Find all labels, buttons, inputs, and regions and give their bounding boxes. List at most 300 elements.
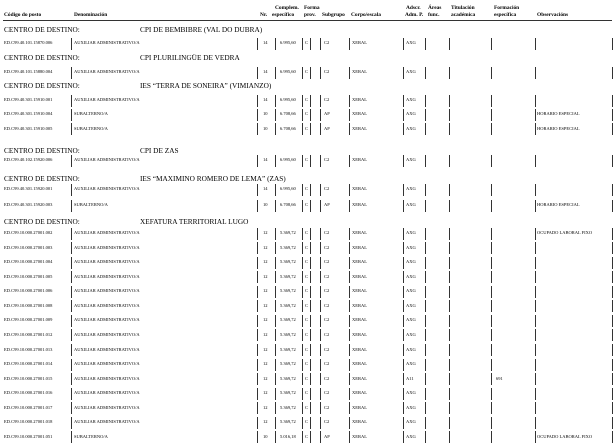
cell-border bbox=[257, 95, 258, 107]
cell-border bbox=[71, 184, 72, 196]
cell-border bbox=[275, 315, 276, 327]
cell-border bbox=[320, 315, 321, 327]
cell-border bbox=[310, 329, 311, 341]
cell-border bbox=[71, 38, 72, 50]
cell-border bbox=[71, 329, 72, 341]
cell-border bbox=[491, 300, 492, 312]
cell-border bbox=[257, 184, 258, 196]
cell-adscr: AXG bbox=[406, 111, 416, 117]
cell-code: ED.C99.40.301.15910.001 bbox=[4, 97, 53, 102]
cell-border bbox=[491, 228, 492, 240]
cell-denominacion: AUXILIAR ADMINISTRATIVO/A bbox=[74, 419, 140, 425]
cell-corpo: XERAL bbox=[352, 288, 367, 294]
cell-border bbox=[320, 242, 321, 254]
cell-border bbox=[275, 417, 276, 429]
cell-adscr: AXG bbox=[406, 186, 416, 191]
cell-border bbox=[491, 388, 492, 400]
cell-border bbox=[302, 344, 303, 356]
cell-border bbox=[535, 286, 536, 298]
cell-corpo: XERAL bbox=[352, 390, 367, 396]
cell-border bbox=[310, 184, 311, 196]
cell-border bbox=[535, 344, 536, 356]
cell-border bbox=[612, 329, 613, 341]
cell-denominacion: AUXILIAR ADMINISTRATIVO/A bbox=[74, 404, 140, 410]
cell-border bbox=[535, 67, 536, 79]
cell-corpo: XERAL bbox=[352, 40, 367, 45]
cell-border bbox=[257, 109, 258, 121]
cell-forma: C bbox=[305, 111, 309, 117]
cell-corpo: XERAL bbox=[352, 157, 367, 162]
cell-border bbox=[302, 373, 303, 385]
cell-border bbox=[320, 271, 321, 283]
cell-border bbox=[449, 242, 450, 254]
cell-subgrupo: C2 bbox=[324, 259, 330, 265]
header-titulacion-bottom: académica bbox=[451, 12, 476, 18]
cell-corpo: XERAL bbox=[352, 346, 367, 352]
cell-border bbox=[612, 257, 613, 269]
cell-border bbox=[612, 373, 613, 385]
cell-border bbox=[320, 109, 321, 121]
cell-border bbox=[612, 38, 613, 50]
cell-border bbox=[275, 402, 276, 414]
cell-border bbox=[257, 315, 258, 327]
cell-border bbox=[310, 300, 311, 312]
cell-border bbox=[535, 402, 536, 414]
cell-corpo: XERAL bbox=[352, 317, 367, 323]
cell-border bbox=[535, 315, 536, 327]
cell-border bbox=[349, 155, 350, 167]
cell-border bbox=[425, 95, 426, 107]
header-areas-bottom: func. bbox=[428, 12, 440, 18]
cell-border bbox=[349, 67, 350, 79]
cell-forma: C bbox=[305, 404, 309, 410]
cell-subgrupo: C2 bbox=[324, 69, 330, 74]
cell-denominacion: AUXILIAR ADMINISTRATIVO/A bbox=[74, 40, 140, 45]
cell-denominacion: AUXILIAR ADMINISTRATIVO/A bbox=[74, 346, 140, 352]
cell-border bbox=[403, 344, 404, 356]
cell-border bbox=[320, 286, 321, 298]
cell-border bbox=[491, 359, 492, 371]
cell-border bbox=[257, 388, 258, 400]
cell-border bbox=[320, 373, 321, 385]
cell-border bbox=[403, 242, 404, 254]
cell-border bbox=[535, 373, 536, 385]
cell-border bbox=[535, 388, 536, 400]
cell-border bbox=[449, 123, 450, 135]
cell-subgrupo: C2 bbox=[324, 230, 330, 235]
cell-border bbox=[320, 228, 321, 240]
cell-border bbox=[449, 95, 450, 107]
cell-border bbox=[71, 67, 72, 79]
cell-subgrupo: AP bbox=[324, 202, 330, 207]
cell-border bbox=[449, 38, 450, 50]
cell-border bbox=[425, 123, 426, 135]
cell-border bbox=[403, 257, 404, 269]
cell-border bbox=[449, 417, 450, 429]
cell-complemento: 5.369,72 bbox=[280, 302, 296, 308]
cell-border bbox=[612, 417, 613, 429]
cell-denominacion: AUXILIAR ADMINISTRATIVO/A bbox=[74, 361, 140, 367]
cell-border bbox=[349, 109, 350, 121]
cell-border bbox=[349, 373, 350, 385]
cell-nivel: 12 bbox=[263, 244, 268, 250]
cell-forma: C bbox=[305, 346, 309, 352]
cell-code: ED.C99.40.102.15920.006 bbox=[4, 157, 53, 162]
cell-code: ED.C99.40.101.15880.004 bbox=[4, 69, 53, 74]
cell-subgrupo: C2 bbox=[324, 97, 330, 102]
cell-border bbox=[403, 155, 404, 167]
cell-border bbox=[535, 257, 536, 269]
cell-nivel: 12 bbox=[263, 419, 268, 425]
cell-border bbox=[302, 95, 303, 107]
cell-border bbox=[403, 109, 404, 121]
cell-complemento: 5.016,18 bbox=[280, 433, 296, 439]
cell-observacions: OCUPADO LABORAL FIXO bbox=[537, 230, 593, 235]
cell-border bbox=[403, 286, 404, 298]
cell-code: ED.C99.40.301.15920.003 bbox=[4, 202, 53, 207]
cell-subgrupo: C2 bbox=[324, 404, 330, 410]
cell-adscr: AXG bbox=[406, 157, 416, 162]
cell-border bbox=[71, 402, 72, 414]
cell-adscr: AXG bbox=[406, 419, 416, 425]
cell-border bbox=[491, 242, 492, 254]
cell-border bbox=[257, 286, 258, 298]
cell-subgrupo: AP bbox=[324, 125, 330, 131]
cell-border bbox=[403, 359, 404, 371]
cell-border bbox=[71, 109, 72, 121]
cell-forma: C bbox=[305, 202, 309, 207]
cell-corpo: XERAL bbox=[352, 419, 367, 425]
cell-border bbox=[449, 184, 450, 196]
cell-border bbox=[320, 67, 321, 79]
cell-border bbox=[275, 67, 276, 79]
cell-border bbox=[320, 257, 321, 269]
cell-complemento: 6.708,66 bbox=[280, 111, 296, 117]
cell-border bbox=[310, 344, 311, 356]
cell-border bbox=[320, 300, 321, 312]
cell-border bbox=[71, 388, 72, 400]
cell-adscr: AXG bbox=[406, 97, 416, 102]
cell-border bbox=[257, 228, 258, 240]
cell-border bbox=[275, 155, 276, 167]
cell-border bbox=[275, 109, 276, 121]
cell-border bbox=[320, 123, 321, 135]
cell-corpo: XERAL bbox=[352, 244, 367, 250]
cell-forma: C bbox=[305, 361, 309, 367]
cell-border bbox=[491, 417, 492, 429]
cell-border bbox=[612, 242, 613, 254]
cell-border bbox=[425, 329, 426, 341]
cell-border bbox=[275, 431, 276, 443]
cell-denominacion: AUXILIAR ADMINISTRATIVO/A bbox=[74, 302, 140, 308]
cell-adscr: AXG bbox=[406, 302, 416, 308]
cell-border bbox=[71, 155, 72, 167]
cell-denominacion: AUXILIAR ADMINISTRATIVO/A bbox=[74, 230, 140, 235]
cell-complemento: 5.369,72 bbox=[280, 288, 296, 294]
header-complemento-bottom: específico bbox=[272, 12, 295, 18]
cell-complemento: 5.369,72 bbox=[280, 375, 296, 381]
cell-border bbox=[257, 417, 258, 429]
cell-border bbox=[535, 38, 536, 50]
cell-border bbox=[612, 359, 613, 371]
header-areas-top: Áreas bbox=[428, 5, 442, 11]
cell-border bbox=[425, 228, 426, 240]
cell-border bbox=[320, 359, 321, 371]
cell-corpo: XERAL bbox=[352, 186, 367, 191]
cell-adscr: AXG bbox=[406, 361, 416, 367]
cell-denominacion: SUBALTERNO/A bbox=[74, 433, 108, 439]
cell-border bbox=[302, 123, 303, 135]
cell-corpo: XERAL bbox=[352, 302, 367, 308]
centro-label: CENTRO DE DESTINO: bbox=[4, 174, 80, 183]
cell-border bbox=[71, 417, 72, 429]
cell-border bbox=[320, 402, 321, 414]
cell-corpo: XERAL bbox=[352, 97, 367, 102]
cell-border bbox=[491, 200, 492, 212]
cell-border bbox=[491, 286, 492, 298]
cell-border bbox=[320, 155, 321, 167]
cell-complemento: 6.995,60 bbox=[280, 40, 296, 45]
cell-border bbox=[302, 417, 303, 429]
cell-border bbox=[491, 344, 492, 356]
cell-code: ED.C99.10.000.27001.012 bbox=[4, 331, 53, 337]
cell-border bbox=[302, 402, 303, 414]
cell-border bbox=[449, 315, 450, 327]
cell-border bbox=[320, 417, 321, 429]
cell-border bbox=[71, 95, 72, 107]
cell-border bbox=[349, 184, 350, 196]
cell-border bbox=[275, 329, 276, 341]
cell-forma: C bbox=[305, 186, 309, 191]
cell-forma: C bbox=[305, 390, 309, 396]
cell-complemento: 5.369,72 bbox=[280, 419, 296, 425]
cell-border bbox=[449, 109, 450, 121]
cell-code: ED.C99.10.000.27001.051 bbox=[4, 433, 53, 439]
cell-border bbox=[71, 300, 72, 312]
cell-border bbox=[349, 200, 350, 212]
cell-border bbox=[449, 388, 450, 400]
cell-border bbox=[491, 329, 492, 341]
cell-nivel: 12 bbox=[263, 331, 268, 337]
cell-border bbox=[535, 109, 536, 121]
cell-border bbox=[612, 228, 613, 240]
cell-border bbox=[302, 242, 303, 254]
cell-border bbox=[449, 228, 450, 240]
cell-border bbox=[275, 38, 276, 50]
cell-nivel: 12 bbox=[263, 361, 268, 367]
cell-border bbox=[310, 155, 311, 167]
cell-border bbox=[612, 109, 613, 121]
cell-corpo: XERAL bbox=[352, 273, 367, 279]
cell-border bbox=[491, 95, 492, 107]
cell-nivel: 14 bbox=[263, 69, 268, 74]
cell-border bbox=[403, 184, 404, 196]
cell-border bbox=[257, 329, 258, 341]
cell-border bbox=[275, 95, 276, 107]
cell-forma: C bbox=[305, 69, 309, 74]
header-adscr-bottom: Adm. P. bbox=[405, 12, 424, 18]
cell-subgrupo: C2 bbox=[324, 273, 330, 279]
cell-border bbox=[449, 257, 450, 269]
cell-nivel: 12 bbox=[263, 288, 268, 294]
header-forma-top: Forma bbox=[304, 5, 320, 11]
cell-nivel: 10 bbox=[263, 433, 268, 439]
cell-corpo: XERAL bbox=[352, 331, 367, 337]
cell-border bbox=[349, 329, 350, 341]
cell-border bbox=[612, 95, 613, 107]
cell-code: ED.C99.10.000.27001.018 bbox=[4, 419, 53, 425]
cell-border bbox=[275, 228, 276, 240]
cell-border bbox=[310, 431, 311, 443]
cell-denominacion: AUXILIAR ADMINISTRATIVO/A bbox=[74, 244, 140, 250]
cell-border bbox=[403, 123, 404, 135]
cell-adscr: AXG bbox=[406, 404, 416, 410]
cell-border bbox=[425, 402, 426, 414]
cell-corpo: XERAL bbox=[352, 375, 367, 381]
cell-border bbox=[535, 123, 536, 135]
cell-border bbox=[425, 242, 426, 254]
cell-border bbox=[349, 95, 350, 107]
cell-border bbox=[349, 242, 350, 254]
cell-border bbox=[612, 184, 613, 196]
cell-border bbox=[349, 402, 350, 414]
cell-nivel: 12 bbox=[263, 259, 268, 265]
cell-subgrupo: C2 bbox=[324, 375, 330, 381]
cell-border bbox=[349, 38, 350, 50]
cell-border bbox=[403, 271, 404, 283]
centro-label: CENTRO DE DESTINO: bbox=[4, 146, 80, 155]
cell-observacions: OCUPADO LABORAL FIXO bbox=[537, 433, 593, 439]
centro-name: IES “MAXIMINO ROMERO DE LEMA” (ZAS) bbox=[140, 174, 286, 183]
cell-nivel: 12 bbox=[263, 404, 268, 410]
cell-code: ED.C99.10.000.27001.014 bbox=[4, 361, 53, 367]
cell-complemento: 6.708,66 bbox=[280, 202, 296, 207]
cell-border bbox=[302, 359, 303, 371]
cell-border bbox=[425, 300, 426, 312]
cell-forma: C bbox=[305, 273, 309, 279]
cell-border bbox=[491, 315, 492, 327]
cell-border bbox=[612, 286, 613, 298]
cell-complemento: 6.995,60 bbox=[280, 157, 296, 162]
cell-code: ED.C99.40.301.15910.004 bbox=[4, 111, 53, 117]
cell-complemento: 5.369,72 bbox=[280, 361, 296, 367]
cell-border bbox=[403, 388, 404, 400]
cell-border bbox=[302, 388, 303, 400]
cell-border bbox=[320, 184, 321, 196]
cell-denominacion: AUXILIAR ADMINISTRATIVO/A bbox=[74, 288, 140, 294]
cell-border bbox=[349, 431, 350, 443]
cell-corpo: XERAL bbox=[352, 230, 367, 235]
cell-forma: C bbox=[305, 317, 309, 323]
cell-adscr: AXG bbox=[406, 230, 416, 235]
cell-border bbox=[257, 359, 258, 371]
cell-border bbox=[275, 123, 276, 135]
cell-border bbox=[349, 344, 350, 356]
cell-code: ED.C99.10.000.27001.008 bbox=[4, 302, 53, 308]
cell-border bbox=[310, 315, 311, 327]
cell-adscr: AXG bbox=[406, 346, 416, 352]
cell-border bbox=[310, 95, 311, 107]
cell-complemento: 6.995,60 bbox=[280, 69, 296, 74]
cell-border bbox=[425, 257, 426, 269]
centro-label: CENTRO DE DESTINO: bbox=[4, 81, 80, 90]
cell-border bbox=[425, 286, 426, 298]
cell-complemento: 6.995,60 bbox=[280, 186, 296, 191]
cell-forma: C bbox=[305, 125, 309, 131]
cell-nivel: 10 bbox=[263, 111, 268, 117]
cell-code: ED.C99.10.000.27001.013 bbox=[4, 346, 53, 352]
cell-denominacion: AUXILIAR ADMINISTRATIVO/A bbox=[74, 317, 140, 323]
cell-border bbox=[491, 257, 492, 269]
cell-nivel: 12 bbox=[263, 230, 268, 235]
centro-name: XEFATURA TERRITORIAL LUGO bbox=[140, 217, 249, 226]
cell-adscr: AXG bbox=[406, 390, 416, 396]
cell-forma: C bbox=[305, 331, 309, 337]
cell-subgrupo: C2 bbox=[324, 244, 330, 250]
cell-complemento: 5.369,72 bbox=[280, 346, 296, 352]
header-titulacion-top: Titulación bbox=[451, 5, 475, 11]
cell-subgrupo: C2 bbox=[324, 317, 330, 323]
cell-border bbox=[257, 67, 258, 79]
cell-border bbox=[71, 200, 72, 212]
centro-name: CPI DE ZAS bbox=[140, 146, 179, 155]
cell-border bbox=[403, 95, 404, 107]
cell-border bbox=[425, 38, 426, 50]
cell-border bbox=[302, 329, 303, 341]
cell-complemento: 5.369,72 bbox=[280, 273, 296, 279]
cell-code: ED.C99.40.301.15920.001 bbox=[4, 186, 53, 191]
cell-border bbox=[257, 257, 258, 269]
cell-adscr: AXG bbox=[406, 40, 416, 45]
cell-code: ED.C99.10.000.27001.016 bbox=[4, 390, 53, 396]
cell-subgrupo: C2 bbox=[324, 419, 330, 425]
cell-complemento: 6.708,66 bbox=[280, 125, 296, 131]
cell-corpo: XERAL bbox=[352, 202, 367, 207]
cell-border bbox=[71, 242, 72, 254]
cell-border bbox=[310, 123, 311, 135]
cell-forma: C bbox=[305, 230, 309, 235]
cell-border bbox=[612, 271, 613, 283]
cell-border bbox=[425, 431, 426, 443]
cell-border bbox=[257, 123, 258, 135]
header-observacions: Observacións bbox=[537, 12, 569, 18]
cell-complemento: 5.369,72 bbox=[280, 317, 296, 323]
cell-border bbox=[71, 431, 72, 443]
cell-corpo: XERAL bbox=[352, 361, 367, 367]
centro-name: CPI DE BEMBIBRE (VAL DO DUBRA) bbox=[140, 25, 263, 34]
cell-complemento: 6.995,60 bbox=[280, 97, 296, 102]
cell-border bbox=[302, 109, 303, 121]
cell-forma: C bbox=[305, 97, 309, 102]
cell-adscr: AXG bbox=[406, 202, 416, 207]
cell-denominacion: AUXILIAR ADMINISTRATIVO/A bbox=[74, 69, 140, 74]
cell-border bbox=[257, 402, 258, 414]
cell-border bbox=[449, 200, 450, 212]
cell-border bbox=[71, 344, 72, 356]
cell-denominacion: AUXILIAR ADMINISTRATIVO/A bbox=[74, 186, 140, 191]
cell-border bbox=[612, 344, 613, 356]
centro-label: CENTRO DE DESTINO: bbox=[4, 217, 80, 226]
cell-complemento: 5.369,72 bbox=[280, 230, 296, 235]
cell-border bbox=[257, 271, 258, 283]
cell-border bbox=[425, 271, 426, 283]
cell-adscr: AXG bbox=[406, 273, 416, 279]
cell-adscr: AXG bbox=[406, 331, 416, 337]
cell-border bbox=[310, 228, 311, 240]
cell-border bbox=[612, 123, 613, 135]
cell-border bbox=[425, 373, 426, 385]
cell-border bbox=[310, 271, 311, 283]
